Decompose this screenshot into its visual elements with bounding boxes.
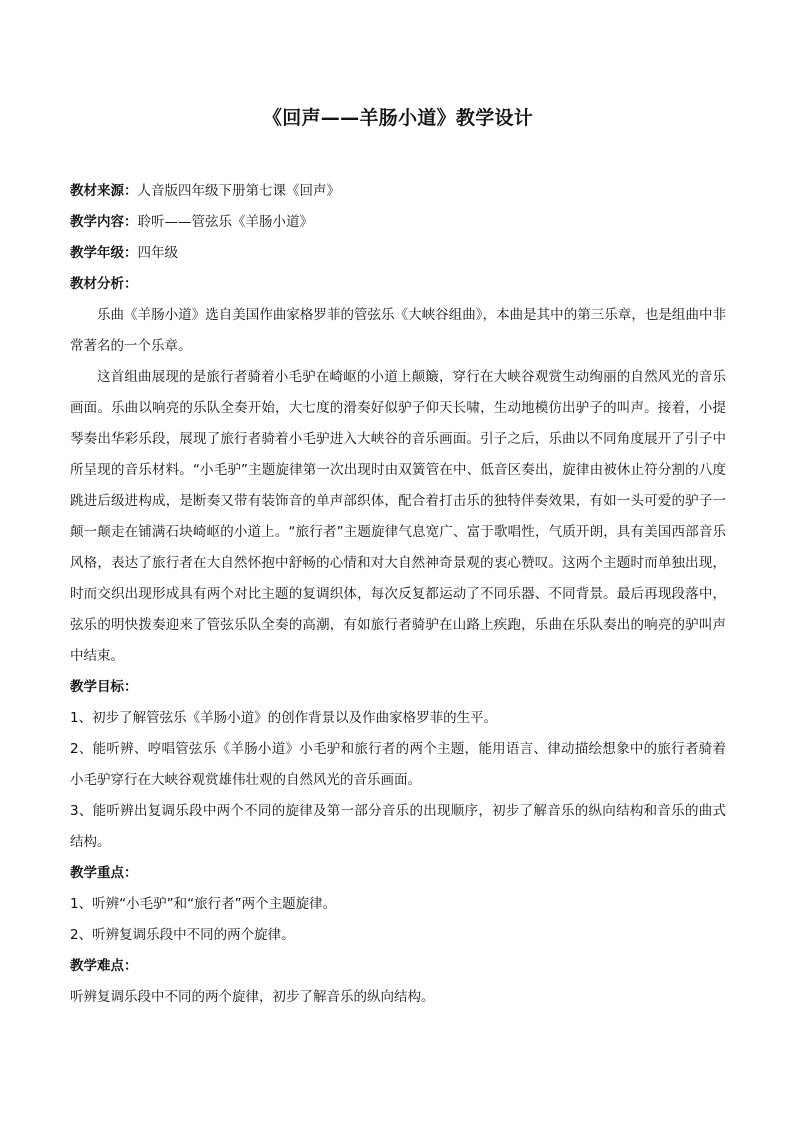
meta-grade-value: 四年级	[137, 245, 178, 261]
objectives-heading: 教学目标：	[70, 679, 138, 695]
difficulties-heading: 教学难点：	[70, 958, 138, 974]
meta-content-value: 聆听——管弦乐《羊肠小道》	[137, 214, 313, 230]
analysis-heading: 教材分析：	[70, 276, 138, 292]
analysis-paragraph: 乐曲《羊肠小道》选自美国作曲家格罗菲的管弦乐《大峡谷组曲》，本曲是其中的第三乐章，也是组曲中非常著名的一个乐章。	[70, 307, 726, 354]
meta-source-value: 人音版四年级下册第七课《回声》	[137, 183, 340, 199]
document-title: 《回声——羊肠小道》教学设计	[262, 107, 534, 129]
objective-item: 1、初步了解管弦乐《羊肠小道》的创作背景以及作曲家格罗菲的生平。	[70, 710, 498, 726]
document-content	[70, 104, 726, 1013]
meta-content-label: 教学内容：	[70, 214, 138, 230]
key-points-heading: 教学重点：	[70, 865, 138, 881]
objective-item: 3、能听辨出复调乐段中两个不同的旋律及第一部分音乐的出现顺序，初步了解音乐的纵向结构和音乐的曲式结构。	[70, 803, 726, 850]
meta-grade-label: 教学年级：	[70, 245, 138, 261]
meta-source-label: 教材来源：	[70, 183, 138, 199]
meta-content	[70, 207, 726, 238]
key-point-item: 1、听辨“小毛驴”和“旅行者”两个主题旋律。	[70, 896, 337, 912]
analysis-paragraph: 这首组曲展现的是旅行者骑着小毛驴在崎岖的小道上颠簸，穿行在大峡谷观赏生动绚丽的自然风光的音乐画面。乐曲以响亮的乐队全奏开始，大七度的滑奏好似驴子仰天长啸，生动地模仿出驴子的叫声。接着，小提琴奏出华彩乐段，展现了旅行者骑着小毛驴进入大峡谷的音乐画面。引子之后，乐曲以不同角度展开了引子中所呈现的音乐材料。“小毛驴”主题旋律第一次出现时由双簧管在中、低音区奏出，旋律由被休止符分割的八度跳进后级进构成，是断奏又带有装饰音的单声部织体，配合着打击乐的独特伴奏效果，有如一头可爱的驴子一颠一颠走在铺满石块崎岖的小道上。“旅行者”主题旋律气息宽广、富于歌唱性，气质开朗，具有美国西部音乐风格，表达了旅行者在大自然怀抱中舒畅的心情和对大自然神奇景观的衷心赞叹。这两个主题时而单独出现，时而交织出现形成具有两个对比主题的复调织体，每次反复都运动了不同乐器、不同背景。最后再现段落中，弦乐的明快拨奏迎来了管弦乐队全奏的高潮，有如旅行者骑驴在山路上疾跑，乐曲在乐队奏出的响亮的驴叫声中结束。	[70, 369, 726, 664]
difficulty-item: 听辨复调乐段中不同的两个旋律，初步了解音乐的纵向结构。	[70, 989, 435, 1005]
objective-item: 2、能听辨、哼唱管弦乐《羊肠小道》小毛驴和旅行者的两个主题，能用语言、律动描绘想象中的旅行者骑着小毛驴穿行在大峡谷观赏雄伟壮观的自然风光的音乐画面。	[70, 741, 726, 788]
meta-source	[70, 176, 726, 207]
key-point-item: 2、听辨复调乐段中不同的两个旋律。	[70, 927, 295, 943]
meta-grade	[70, 238, 726, 269]
